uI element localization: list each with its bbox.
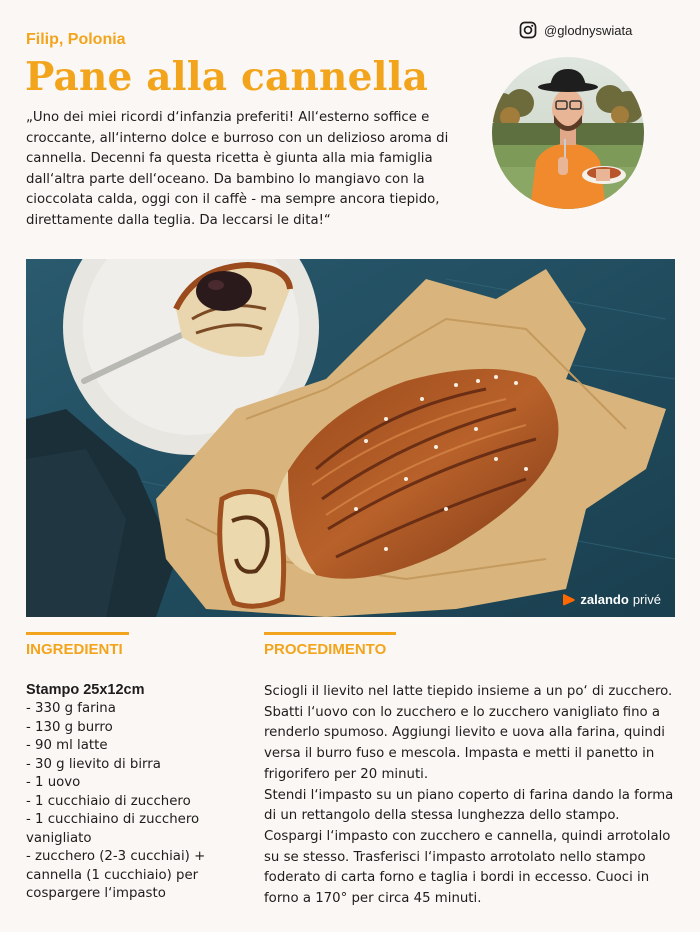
instagram-handle-text: @glodnyswiata <box>544 22 633 38</box>
intro-quote: „Uno dei miei ricordi d‘infanzia preferiti! All‘esterno soffice e croccante, all‘interno dolce e burroso con un delizioso aroma di cannella. Decenni fa questa ricetta è giunta alla mia famiglia dall‘altra parte dell‘oceano. Da bambino lo mangiavo con la cioccolata calda, oggi con il caffè - ma sempre ancora tiepido, direttamente dalla teglia. Da leccarsi le dita!“ <box>26 110 449 228</box>
recipe-title: Pane alla cannella <box>25 54 429 100</box>
method-text <box>264 682 676 910</box>
ingredient-item: - 30 g lievito di birra <box>26 756 161 772</box>
method-heading: PROCEDIMENTO <box>264 641 387 658</box>
ingredient-item: - zucchero (2-3 cucchiai) + cannella (1 cucchiaio) per cospargere l‘impasto <box>26 849 206 901</box>
ingredients-rule <box>26 632 129 635</box>
author-line: Filip, Polonia <box>26 31 126 48</box>
ingredient-item: - 130 g burro <box>26 719 113 735</box>
method-paragraph: Sciogli il lievito nel latte tiepido insieme a un po‘ di zucchero. Sbatti l‘uovo con lo zucchero e lo zucchero vanigliato fino a renderlo spumoso. Aggiungi lievito e uova alla farina, quindi versa il burro fuso e mescola. Impasta e metti il panetto in frigorifero per 20 minuti. <box>264 684 673 782</box>
ingredient-item: - 1 cucchiaino di zucchero vanigliato <box>26 812 200 846</box>
brand-bold-text: zalando <box>580 592 629 607</box>
ingredients-heading: INGREDIENTI <box>26 641 123 658</box>
brand-light-text: privé <box>632 592 661 607</box>
zalando-play-icon <box>562 593 576 607</box>
method-rule <box>264 632 396 635</box>
pan-size: Stampo 25x12cm <box>26 682 145 698</box>
zalando-prive-logo <box>562 592 661 607</box>
instagram-icon <box>519 21 537 39</box>
instagram-handle[interactable] <box>519 21 632 39</box>
ingredient-item: - 90 ml latte <box>26 738 108 753</box>
ingredients-list <box>26 700 251 904</box>
ingredient-item: - 1 uovo <box>26 775 81 790</box>
author-portrait <box>492 57 644 209</box>
method-paragraph: Stendi l‘impasto su un piano coperto di farina dando la forma di un rettangolo della stessa lunghezza dello stampo. Cospargi l‘impasto con zucchero e cannella, quindi arrotolalo su se stesso. Trasferisci l‘impasto arrotolato nello stampo foderato di carta forno e taglia i bordi in eccesso. Cuoci in forno a 170° per circa 45 minuti. <box>264 787 674 907</box>
ingredient-item: - 330 g farina <box>26 701 116 716</box>
cinnamon-bread-photo <box>26 259 675 617</box>
ingredient-item: - 1 cucchiaio di zucchero <box>26 793 191 809</box>
